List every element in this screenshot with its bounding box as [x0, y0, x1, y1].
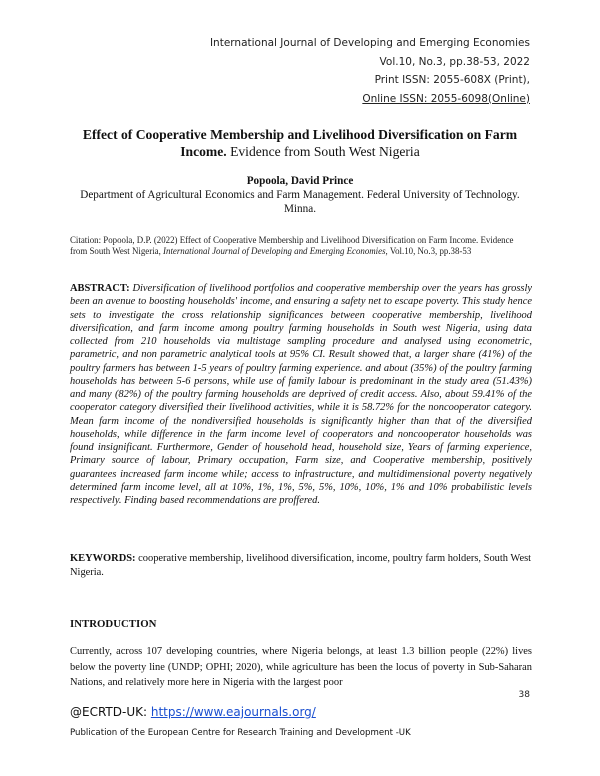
- keywords-label: KEYWORDS:: [70, 553, 136, 564]
- paper-title-main: Effect of Cooperative Membership and Livelihood Diversification on Farm Income.: [82, 127, 518, 159]
- keywords-text: cooperative membership, livelihood diversification, income, poultry farm holders, South West Nigeria.: [70, 553, 532, 578]
- author-name: Popoola, David Prince: [246, 175, 354, 187]
- keywords: [70, 552, 532, 579]
- paper-title-sub: Evidence from South West Nigeria: [226, 144, 420, 159]
- print-issn: Print ISSN: 2055-608X (Print),: [374, 74, 530, 86]
- citation-journal: International Journal of Developing and Emerging Economies: [163, 246, 386, 257]
- journal-name: International Journal of Developing and Emerging Economies: [209, 37, 530, 49]
- journal-volume: Vol.10, No.3, pp.38-53, 2022: [379, 55, 530, 68]
- footer-url-link[interactable]: https://www.eajournals.org/: [150, 705, 316, 719]
- abstract-label: ABSTRACT:: [70, 283, 130, 294]
- author-block: [70, 174, 530, 217]
- author-affiliation: Department of Agricultural Economics and Farm Management. Federal University of Technology. Minna.: [80, 189, 520, 216]
- citation: [70, 235, 532, 258]
- footer-org-line: [70, 704, 411, 720]
- introduction-text: Currently, across 107 developing countries, where Nigeria belongs, at least 1.3 billion people (22%) lives below the poverty line (UNDP; OPHI; 2020), while agriculture has been the locus of poverty in Sub-Saharan Nations, and relatively more here in Nigeria with the largest poor: [70, 646, 532, 688]
- citation-prefix: Citation: Popoola, D.P. (2022) Effect of Cooperative Membership and Livelihood Diversification on Farm Income. Evidence from South West Nigeria,: [70, 235, 514, 257]
- paper-title: [70, 126, 530, 160]
- online-issn: Online ISSN: 2055-6098(Online): [362, 92, 530, 105]
- footer-org-prefix: @ECRTD-UK:: [70, 705, 151, 719]
- abstract: [70, 282, 532, 507]
- footer-publication: Publication of the European Centre for Research Training and Development -UK: [70, 728, 411, 738]
- page-number: 38: [518, 690, 530, 700]
- journal-header: [210, 34, 530, 108]
- introduction-heading: INTRODUCTION: [70, 618, 157, 630]
- abstract-text: Diversification of livelihood portfolios and cooperative membership over the years has grossly been an avenue to boosting households' income, and ensuring a safety net to escape poverty. This study hence sets to investigate the cross relationship significances between cooperative membership, livelihood diversification, and farm income among poultry farming households in South west Nigeria, using data collected from 210 households via multistage sampling procedure and analysed using econometric, parametric, and non parametric analytical tools at 95% CI. Result showed that, a larger share (41%) of the poultry farmers has between 1-5 years of poultry farming experience. and about (35%) of the poultry farming households has between 5-6 persons, while use of family labour is predominant in the study area (51.43%) and many (82%) of the poultry farming households are deprived of credit access. Also, about 59.41% of the cooperator category diversified their livelihood activities, while it is 58.72% for the noncooperator category. Mean farm income of the nondiversified households is significantly higher than that of the diversified households, while difference in the farm income level of cooperators and noncooperator households was found insignificant. Furthermore, Gender of household head, household size, Years of farming experience, Primary source of labour, Primary occupation, Farm size, and Cooperative membership, positively guarantees increased farm income while; access to infrastructure, and multidimensional poverty negatively determined farm income level, all at 10%, 1%, 1%, 5%, 5%, 10%, 10%, 1% and 10% probabilistic levels respectively. Finding based recommendations are proffered.: [70, 283, 532, 506]
- citation-suffix: , Vol.10, No.3, pp.38-53: [385, 246, 472, 257]
- page-footer: [70, 704, 411, 740]
